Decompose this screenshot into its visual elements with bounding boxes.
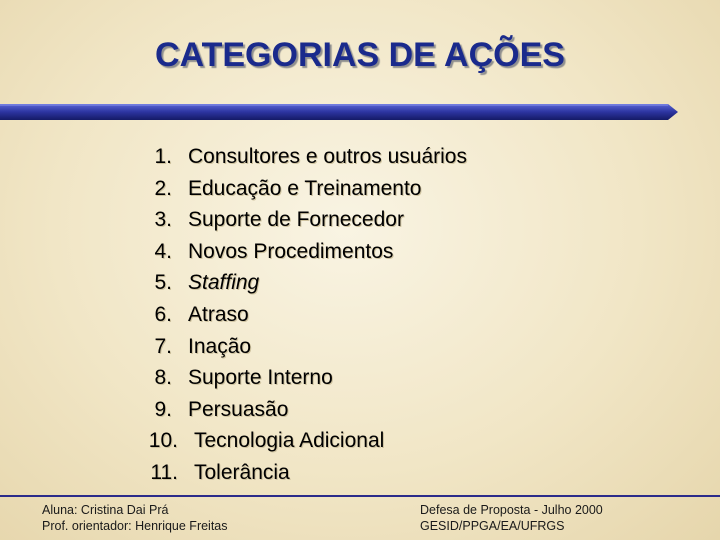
item-label: Consultores e outros usuários [188, 145, 467, 168]
item-label: Tecnologia Adicional [194, 429, 385, 453]
item-number: 5. [154, 271, 172, 295]
footer-divider [0, 495, 720, 497]
item-label: Inação [188, 334, 252, 358]
list-item [130, 425, 650, 457]
item-number: 8. [154, 366, 172, 390]
footer-advisor: Prof. orientador: Henrique Freitas [42, 519, 228, 533]
list-item [130, 236, 650, 268]
item-label: Novos Procedimentos [188, 239, 394, 263]
item-number: 4. [154, 239, 172, 263]
item-number: 1. [154, 145, 172, 168]
list-item [130, 141, 650, 173]
item-label: Suporte Interno [188, 366, 333, 390]
item-label: Educação e Treinamento [188, 176, 422, 200]
item-label: Suporte de Fornecedor [188, 208, 404, 232]
list-item [130, 204, 650, 236]
footer-event-info [420, 502, 603, 534]
footer-credits [42, 502, 228, 534]
footer-institution: GESID/PPGA/EA/UFRGS [420, 519, 565, 533]
list-item [130, 394, 650, 426]
item-number: 2. [154, 176, 172, 200]
list-item [130, 173, 650, 205]
footer-student: Aluna: Cristina Dai Prá [42, 503, 169, 517]
item-label: Persuasão [188, 397, 289, 421]
list-item [130, 331, 650, 363]
item-number: 3. [154, 208, 172, 232]
item-number: 7. [154, 334, 172, 358]
item-label: Atraso [188, 302, 249, 326]
item-label: Staffing [188, 271, 260, 295]
list-item [130, 362, 650, 394]
item-number: 11. [150, 460, 178, 484]
list-item [130, 267, 650, 299]
slide-title: CATEGORIAS DE AÇÕES [155, 36, 565, 74]
list-item [130, 457, 650, 489]
list-item [130, 299, 650, 331]
category-list [130, 141, 650, 489]
item-number: 10. [148, 429, 178, 453]
item-number: 6. [154, 302, 172, 326]
footer-event: Defesa de Proposta - Julho 2000 [420, 503, 603, 517]
title-underline-bar [0, 100, 720, 124]
item-label: Tolerância [194, 460, 290, 484]
item-number: 9. [154, 397, 172, 421]
